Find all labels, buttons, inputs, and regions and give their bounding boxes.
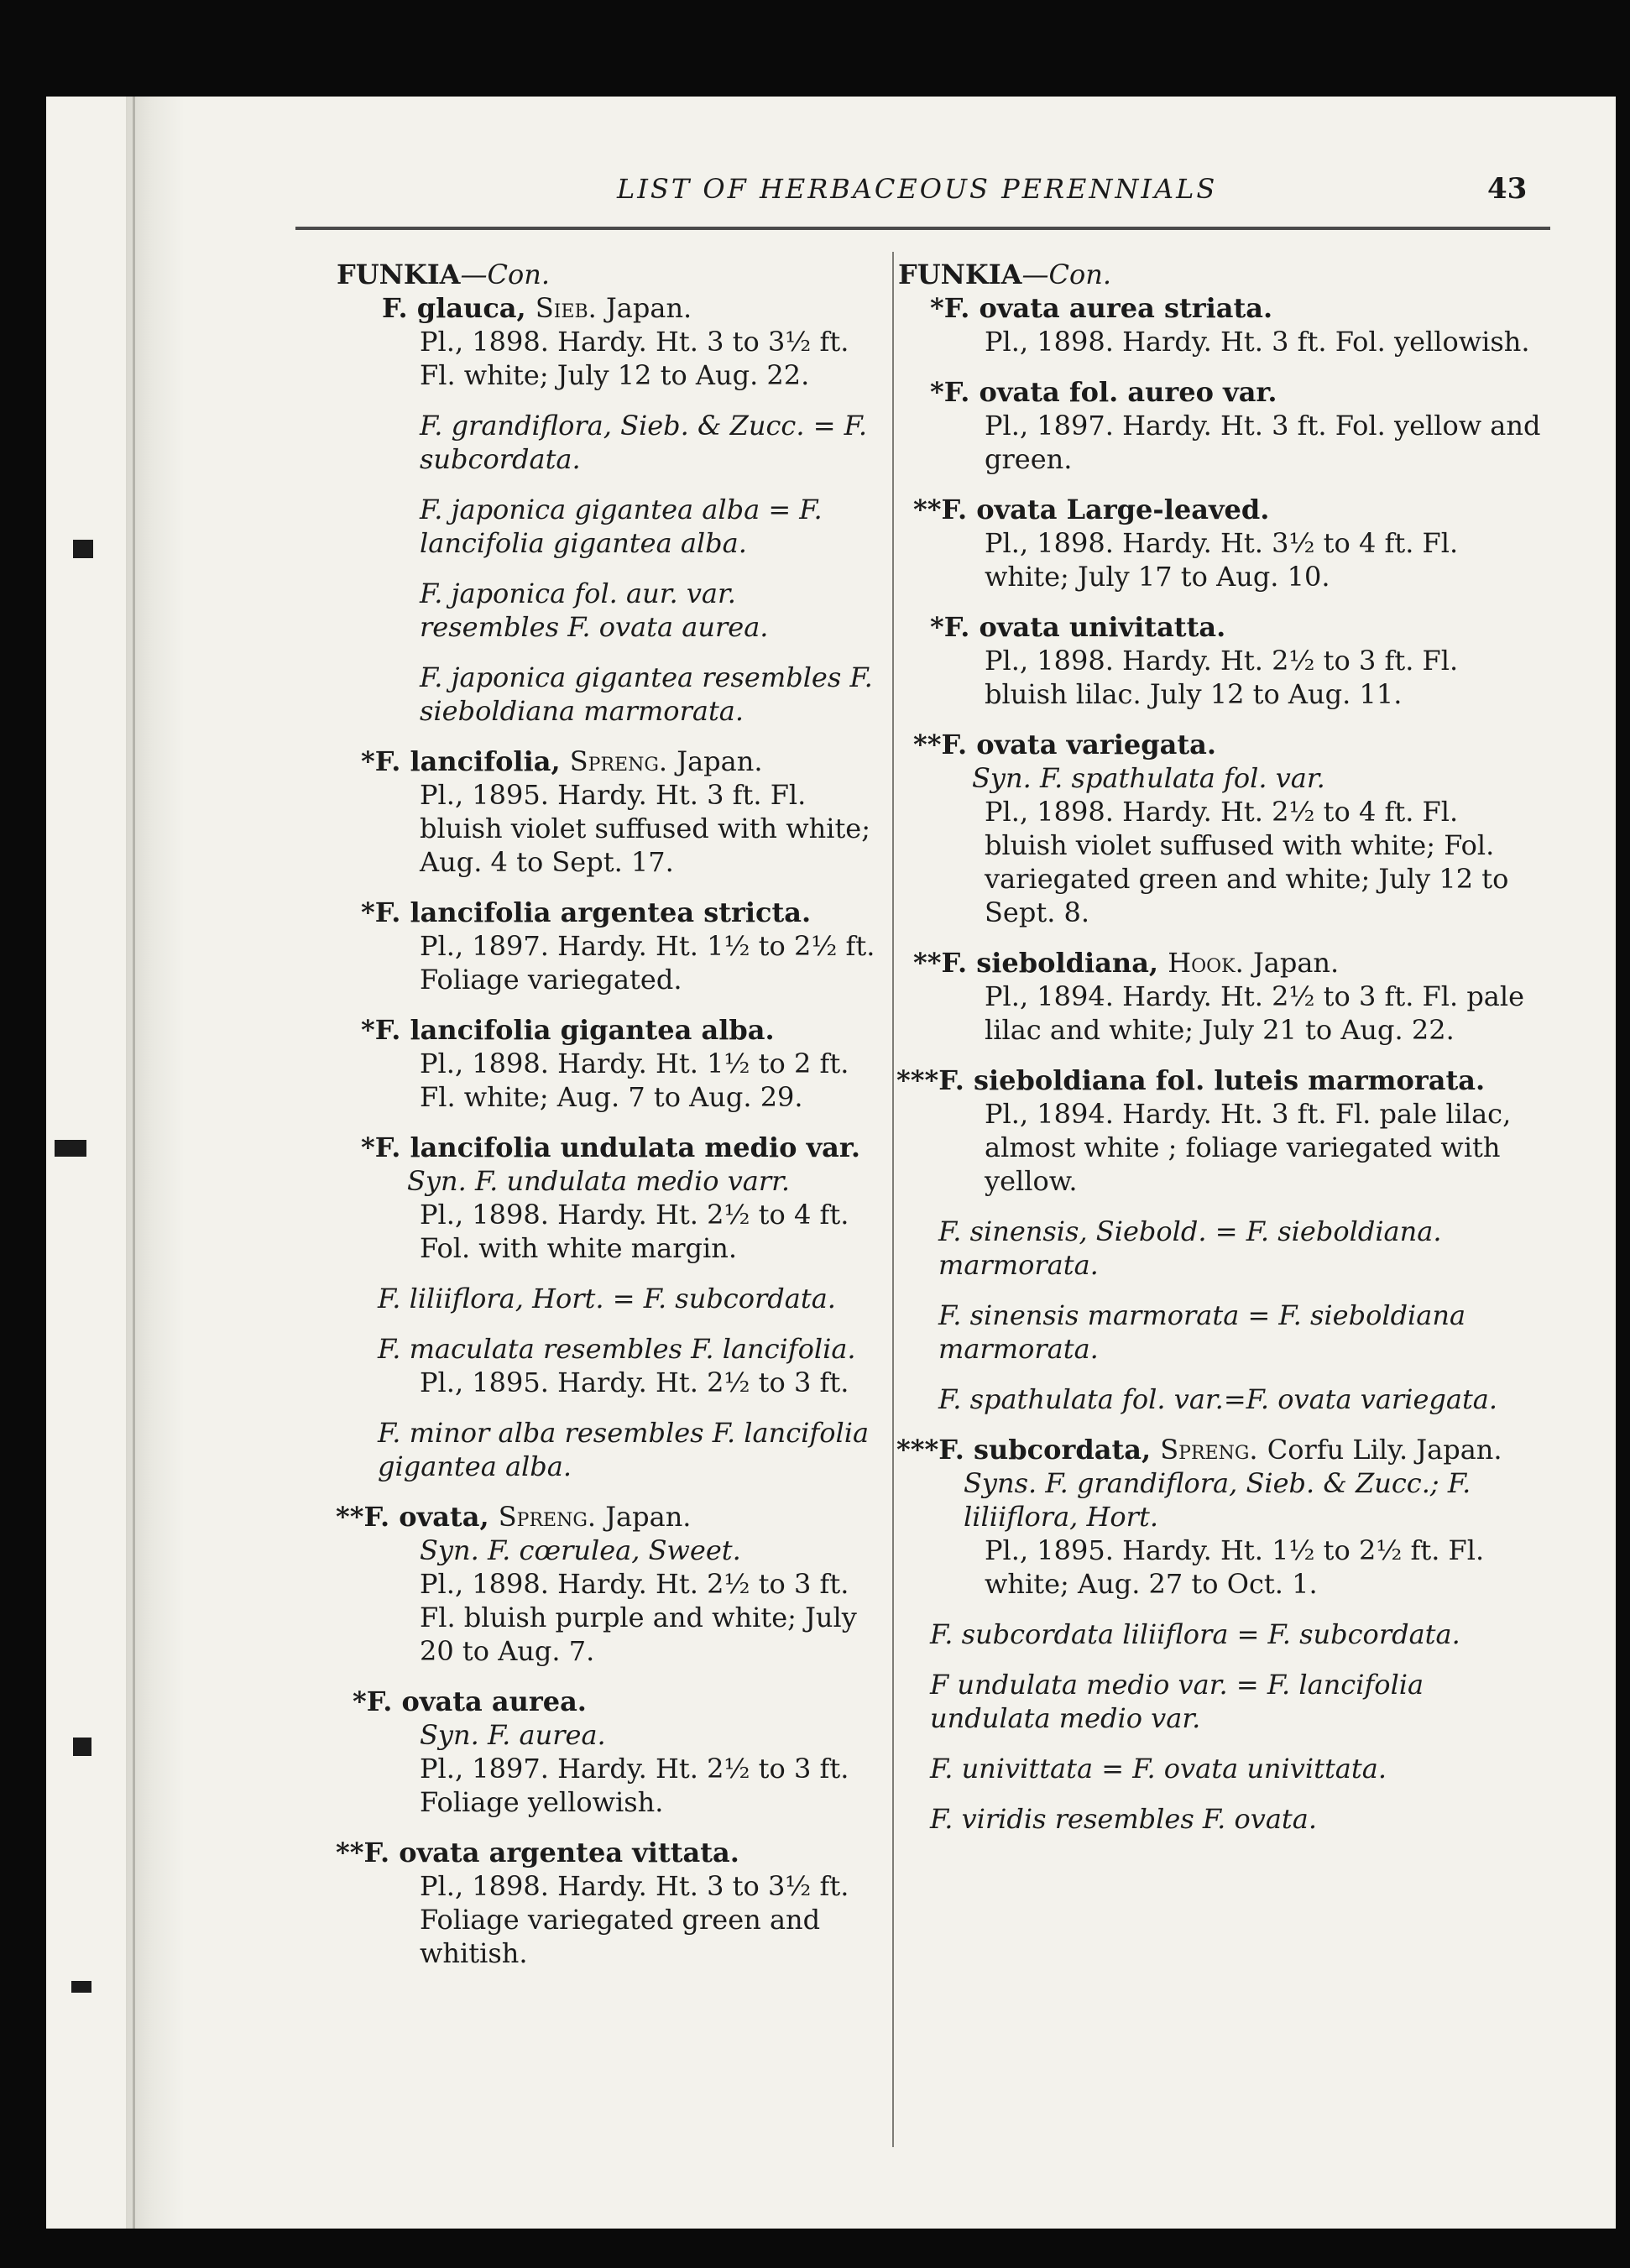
synonym-note: F. spathulata fol. var.=F. ovata variegata. bbox=[938, 1383, 1498, 1415]
plant-entry bbox=[896, 493, 1543, 593]
entry-title: F. sieboldiana, bbox=[941, 947, 1159, 979]
margin-tab-mark bbox=[73, 1738, 91, 1756]
plant-entry bbox=[896, 1433, 1543, 1601]
entry-title: F. sieboldiana fol. luteis marmorata. bbox=[938, 1064, 1486, 1096]
plant-entry bbox=[896, 728, 1543, 929]
plant-entry bbox=[896, 610, 1543, 711]
plant-entry bbox=[285, 896, 881, 996]
entry-synonym: Syn. F. undulata medio varr. bbox=[407, 1165, 791, 1197]
entry-description: Pl., 1894. Hardy. Ht. 2½ to 3 ft. Fl. pale lilac and white; July 21 to Aug. 22. bbox=[985, 980, 1525, 1046]
entry-origin: Japan. bbox=[677, 745, 763, 777]
synonym-note: F. sinensis marmorata = F. sieboldiana marmorata. bbox=[938, 1299, 1466, 1365]
entry-title: F. subcordata, bbox=[938, 1434, 1152, 1466]
synonym-note: F. minor alba resembles F. lancifolia gigantea alba. bbox=[378, 1417, 870, 1482]
synonym-note: F. liliiflora, Hort. = F. subcordata. bbox=[378, 1283, 836, 1314]
hardiness-mark: * bbox=[361, 1131, 375, 1163]
synonym-note: F undulata medio var. = F. lancifolia undulata medio var. bbox=[930, 1669, 1424, 1734]
entry-description: Pl., 1898. Hardy. Ht. 3½ to 4 ft. Fl. white; July 17 to Aug. 10. bbox=[985, 527, 1459, 593]
entry-description: Pl., 1898. Hardy. Ht. 2½ to 3 ft. Fl. bluish purple and white; July 20 to Aug. 7. bbox=[420, 1568, 857, 1667]
plant-entry bbox=[896, 291, 1543, 358]
synonym-note: F. japonica gigantea alba = F. lancifolia gigantea alba. bbox=[420, 494, 823, 559]
plant-entry bbox=[896, 375, 1543, 476]
right-column bbox=[896, 258, 1543, 1836]
synonym-note: F. viridis resembles F. ovata. bbox=[930, 1803, 1317, 1835]
plant-entry bbox=[285, 1500, 881, 1668]
synonym-note: F. japonica gigantea resembles F. sieboldiana marmorata. bbox=[420, 661, 873, 727]
entry-title: F. lancifolia undulata medio var. bbox=[374, 1131, 860, 1163]
entry-title: F. ovata variegata. bbox=[941, 729, 1217, 760]
left-column bbox=[285, 258, 881, 1970]
entry-description: Pl., 1895. Hardy. Ht. 1½ to 2½ ft. Fl. white; Aug. 27 to Oct. 1. bbox=[985, 1534, 1485, 1600]
continued-label: —Con. bbox=[460, 259, 551, 290]
scanned-page bbox=[46, 97, 1616, 2229]
hardiness-mark: ** bbox=[913, 494, 942, 525]
margin-tab-mark bbox=[73, 540, 93, 558]
synonym-note: F. grandiflora, Sieb. & Zucc. = F. subcordata. bbox=[420, 410, 868, 475]
entry-author: Spreng. bbox=[1160, 1434, 1258, 1466]
note-text: F. maculata resembles F. lancifolia. bbox=[378, 1333, 856, 1365]
entry-title: F. lancifolia, bbox=[374, 745, 561, 777]
entry-title: F. ovata argentea vittata. bbox=[363, 1837, 739, 1868]
entry-origin: Corfu Lily. Japan. bbox=[1267, 1434, 1502, 1466]
margin-tab-mark bbox=[55, 1140, 86, 1157]
entry-description: Pl., 1897. Hardy. Ht. 1½ to 2½ ft. Foliage variegated. bbox=[420, 930, 875, 996]
entry-author: Spreng. bbox=[498, 1501, 597, 1533]
entry-author: Sieb. bbox=[535, 292, 597, 324]
hardiness-mark: * bbox=[353, 1685, 367, 1717]
header-rule bbox=[295, 227, 1550, 230]
entry-description: Pl., 1898. Hardy. Ht. 3 ft. Fol. yellowish. bbox=[985, 326, 1530, 358]
entry-description: Pl., 1898. Hardy. Ht. 2½ to 3 ft. Fl. bluish lilac. July 12 to Aug. 11. bbox=[985, 645, 1459, 710]
entry-title: F. lancifolia gigantea alba. bbox=[374, 1014, 775, 1046]
hardiness-mark: ** bbox=[913, 947, 942, 979]
hardiness-mark: * bbox=[930, 292, 944, 324]
running-title: LIST OF HERBACEOUS PERENNIALS bbox=[617, 173, 1218, 205]
entry-description: Pl., 1898. Hardy. Ht. 2½ to 4 ft. Fl. bluish violet suffused with white; Fol. variegated green and white; July 12 to Sept. 8. bbox=[985, 796, 1509, 928]
entry-title: F. ovata, bbox=[363, 1501, 489, 1533]
plant-entry bbox=[285, 1685, 881, 1819]
entry-description: Pl., 1895. Hardy. Ht. 3 ft. Fl. bluish violet suffused with white; Aug. 4 to Sept. 17. bbox=[420, 779, 871, 878]
entry-title: F. lancifolia argentea stricta. bbox=[374, 896, 812, 928]
column-divider bbox=[892, 252, 894, 2147]
synonym-note: F. japonica fol. aur. var. resembles F. ovata aurea. bbox=[420, 577, 769, 643]
section-heading bbox=[285, 258, 881, 291]
entry-author: Spreng. bbox=[569, 745, 668, 777]
plant-entry bbox=[896, 946, 1543, 1047]
entry-description: Pl., 1894. Hardy. Ht. 3 ft. Fl. pale lilac, almost white ; foliage variegated with yellow. bbox=[985, 1098, 1512, 1197]
entry-description: Pl., 1898. Hardy. Ht. 3 to 3½ ft. Foliage variegated green and whitish. bbox=[420, 1870, 849, 1969]
section-heading bbox=[896, 258, 1543, 291]
page-number: 43 bbox=[1487, 172, 1528, 206]
hardiness-mark: * bbox=[930, 611, 944, 643]
hardiness-mark: * bbox=[361, 1014, 375, 1046]
hardiness-mark: * bbox=[361, 745, 375, 777]
entry-title: F. ovata aurea. bbox=[366, 1685, 587, 1717]
resemblance-note bbox=[285, 1332, 881, 1399]
entry-description: Pl., 1895. Hardy. Ht. 2½ to 3 ft. bbox=[420, 1367, 849, 1398]
synonym-note: F. univittata = F. ovata univittata. bbox=[930, 1753, 1387, 1785]
plant-entry bbox=[896, 1063, 1543, 1198]
hardiness-mark: * bbox=[361, 896, 375, 928]
entry-description: Pl., 1897. Hardy. Ht. 2½ to 3 ft. Foliage yellowish. bbox=[420, 1753, 849, 1818]
entry-title: F. ovata fol. aureo var. bbox=[943, 376, 1277, 408]
entry-title: F. ovata aurea striata. bbox=[943, 292, 1273, 324]
entry-title: F. ovata Large-leaved. bbox=[941, 494, 1270, 525]
entry-title: F. glauca, bbox=[382, 292, 526, 324]
entry-origin: Japan. bbox=[1252, 947, 1340, 979]
synonym-note: F. subcordata liliiflora = F. subcordata. bbox=[930, 1618, 1460, 1650]
entry-origin: Japan. bbox=[605, 292, 692, 324]
entry-description: Pl., 1898. Hardy. Ht. 2½ to 4 ft. Fol. with white margin. bbox=[420, 1199, 849, 1264]
hardiness-mark: *** bbox=[896, 1064, 939, 1096]
margin-tab-mark bbox=[71, 1981, 91, 1993]
entry-synonym: Syns. F. grandiflora, Sieb. & Zucc.; F. liliiflora, Hort. bbox=[964, 1467, 1471, 1533]
synonym-note: F. sinensis, Siebold. = F. sieboldiana. marmorata. bbox=[938, 1215, 1442, 1281]
continued-label: —Con. bbox=[1021, 259, 1112, 290]
hardiness-mark: *** bbox=[896, 1434, 939, 1466]
entry-origin: Japan. bbox=[605, 1501, 692, 1533]
entry-synonym: Syn. F. spathulata fol. var. bbox=[972, 762, 1325, 794]
plant-entry bbox=[285, 1836, 881, 1970]
plant-entry bbox=[285, 1131, 881, 1265]
entry-synonym: Syn. F. aurea. bbox=[420, 1719, 606, 1751]
plant-entry bbox=[285, 1013, 881, 1114]
hardiness-mark: ** bbox=[336, 1837, 364, 1868]
hardiness-mark: * bbox=[930, 376, 944, 408]
entry-synonym: Syn. F. cœrulea, Sweet. bbox=[420, 1534, 741, 1566]
entry-title: F. ovata univitatta. bbox=[943, 611, 1226, 643]
genus-name: FUNKIA bbox=[898, 259, 1022, 290]
binding-edge bbox=[133, 97, 135, 2229]
entry-description: Pl., 1898. Hardy. Ht. 1½ to 2 ft. Fl. white; Aug. 7 to Aug. 29. bbox=[420, 1048, 849, 1113]
entry-author: Hook. bbox=[1168, 947, 1244, 979]
plant-entry bbox=[285, 745, 881, 879]
genus-name: FUNKIA bbox=[337, 259, 461, 290]
entry-description: Pl., 1897. Hardy. Ht. 3 ft. Fol. yellow and green. bbox=[985, 410, 1541, 475]
hardiness-mark: ** bbox=[336, 1501, 364, 1533]
plant-entry bbox=[285, 291, 881, 392]
entry-description: Pl., 1898. Hardy. Ht. 3 to 3½ ft. Fl. white; July 12 to Aug. 22. bbox=[420, 326, 849, 391]
hardiness-mark: ** bbox=[913, 729, 942, 760]
